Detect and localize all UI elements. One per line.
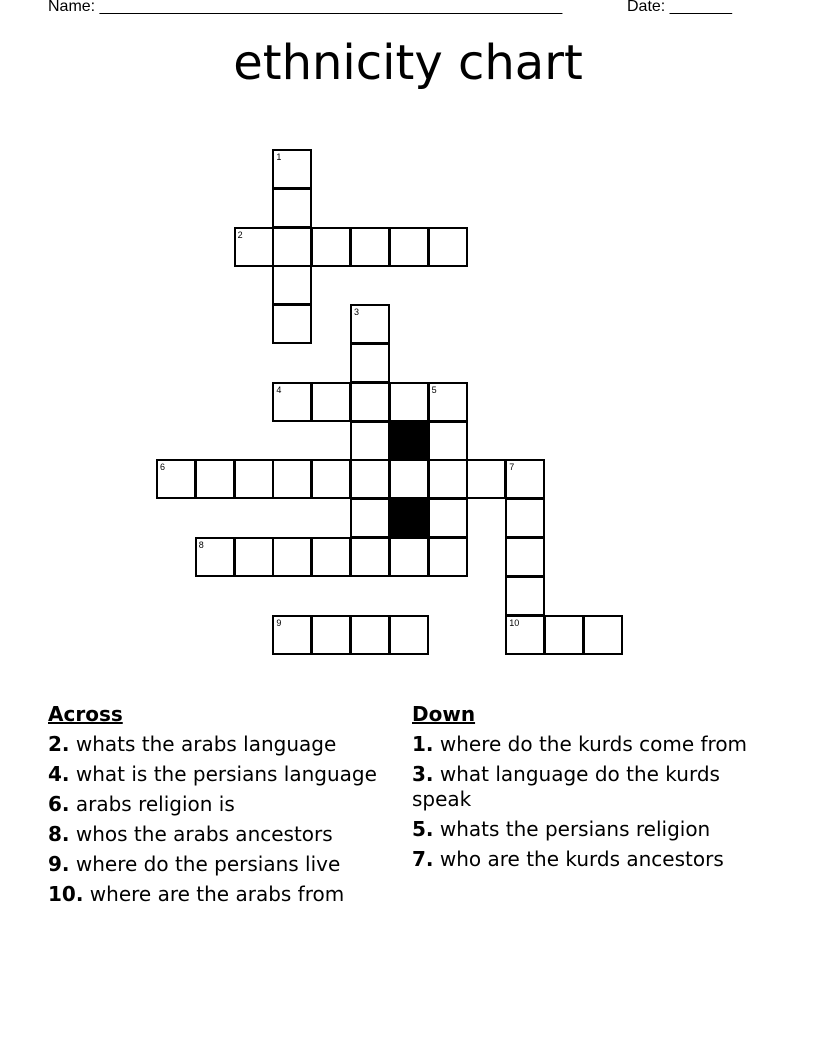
clue-number: 1 — [276, 152, 282, 162]
grid-cell[interactable] — [350, 615, 390, 655]
grid-cell[interactable] — [350, 382, 390, 422]
clue-number: 6. — [48, 792, 70, 816]
grid-cell[interactable] — [389, 227, 429, 267]
date-field-label: Date: _______ — [627, 0, 732, 15]
clue-text: what is the persians language — [75, 762, 377, 786]
grid-cell[interactable] — [272, 149, 312, 189]
clue-number: 4 — [276, 384, 282, 395]
grid-cell[interactable] — [389, 459, 429, 499]
clue-number: 1. — [412, 732, 434, 756]
grid-cell[interactable] — [505, 537, 545, 577]
across-clue-list — [48, 732, 393, 907]
grid-cell[interactable] — [350, 421, 390, 461]
grid-cell[interactable] — [272, 615, 312, 655]
clue-number: 9. — [48, 852, 70, 876]
grid-cell[interactable] — [389, 615, 429, 655]
grid-cell[interactable] — [234, 227, 274, 267]
clue-text: what language do the kurds speak — [412, 762, 720, 811]
grid-cell[interactable] — [311, 537, 351, 577]
grid-cell[interactable] — [428, 382, 468, 422]
across-clue — [48, 852, 393, 877]
grid-cell[interactable] — [350, 227, 390, 267]
clue-text: who are the kurds ancestors — [439, 847, 724, 871]
grid-cell[interactable] — [505, 615, 545, 655]
grid-cell[interactable] — [272, 265, 312, 305]
grid-cell[interactable] — [195, 537, 235, 577]
name-field-label: Name: ____________________________________________________ — [48, 0, 563, 15]
clue-number: 5 — [431, 384, 437, 395]
grid-cell[interactable] — [389, 382, 429, 422]
grid-cell[interactable] — [428, 227, 468, 267]
grid-cell[interactable] — [466, 459, 506, 499]
grid-cell[interactable] — [505, 576, 545, 616]
across-clue — [48, 762, 393, 787]
clue-number: 3. — [412, 762, 434, 786]
clue-number: 5. — [412, 817, 434, 841]
down-clue-list — [412, 732, 757, 872]
grid-cell[interactable] — [544, 615, 584, 655]
grid-cell[interactable] — [195, 459, 235, 499]
grid-cell[interactable] — [234, 459, 274, 499]
grid-cell[interactable] — [311, 227, 351, 267]
down-clue — [412, 847, 757, 872]
down-clues — [412, 702, 757, 877]
clue-number: 2. — [48, 732, 70, 756]
down-heading: Down — [412, 702, 476, 726]
grid-cell[interactable] — [505, 498, 545, 538]
blocked-cell — [389, 498, 429, 538]
grid-cell[interactable] — [272, 227, 312, 267]
grid-cell[interactable] — [428, 421, 468, 461]
blocked-cell — [389, 421, 429, 461]
clue-number: 10 — [509, 617, 520, 628]
clue-text: whos the arabs ancestors — [75, 822, 333, 846]
across-clues — [48, 702, 393, 912]
clue-number: 6 — [160, 462, 166, 473]
grid-cell[interactable] — [350, 343, 390, 383]
across-clue — [48, 822, 393, 847]
grid-cell[interactable] — [272, 537, 312, 577]
down-clue — [412, 762, 757, 812]
grid-cell[interactable] — [272, 382, 312, 422]
grid-cell[interactable] — [350, 498, 390, 538]
grid-cell[interactable] — [234, 537, 274, 577]
grid-cell[interactable] — [350, 537, 390, 577]
grid-cell[interactable] — [272, 459, 312, 499]
grid-cell[interactable] — [350, 304, 390, 344]
grid-cell[interactable] — [428, 459, 468, 499]
clue-text: where do the kurds come from — [439, 732, 748, 756]
grid-cell[interactable] — [505, 459, 545, 499]
across-heading: Across — [48, 702, 123, 726]
grid-cell[interactable] — [272, 188, 312, 228]
down-clue — [412, 817, 757, 842]
grid-cell[interactable] — [311, 459, 351, 499]
clue-number: 7 — [509, 462, 515, 473]
grid-cell[interactable] — [272, 304, 312, 344]
clue-number: 8 — [198, 540, 204, 550]
clue-text: whats the persians religion — [439, 817, 711, 841]
grid-cell[interactable] — [350, 459, 390, 499]
grid-cell[interactable] — [428, 498, 468, 538]
grid-cell[interactable] — [428, 537, 468, 577]
across-clue — [48, 792, 393, 817]
across-clue — [48, 882, 393, 907]
clue-number: 7. — [412, 847, 434, 871]
grid-cell[interactable] — [156, 459, 196, 499]
clue-text: where do the persians live — [75, 852, 341, 876]
clue-number: 8. — [48, 822, 70, 846]
grid-cell[interactable] — [389, 537, 429, 577]
clue-number: 9 — [276, 617, 282, 628]
across-clue — [48, 732, 393, 757]
grid-cell[interactable] — [311, 382, 351, 422]
clue-number: 2 — [237, 229, 243, 240]
clue-text: where are the arabs from — [89, 882, 345, 906]
clue-number: 4. — [48, 762, 70, 786]
clue-number: 3 — [354, 307, 360, 318]
clue-text: whats the arabs language — [75, 732, 337, 756]
clue-number: 10. — [48, 882, 84, 906]
clue-text: arabs religion is — [75, 792, 235, 816]
page-title: ethnicity chart — [233, 35, 583, 91]
grid-cell[interactable] — [311, 615, 351, 655]
grid-cell[interactable] — [583, 615, 623, 655]
down-clue — [412, 732, 757, 757]
